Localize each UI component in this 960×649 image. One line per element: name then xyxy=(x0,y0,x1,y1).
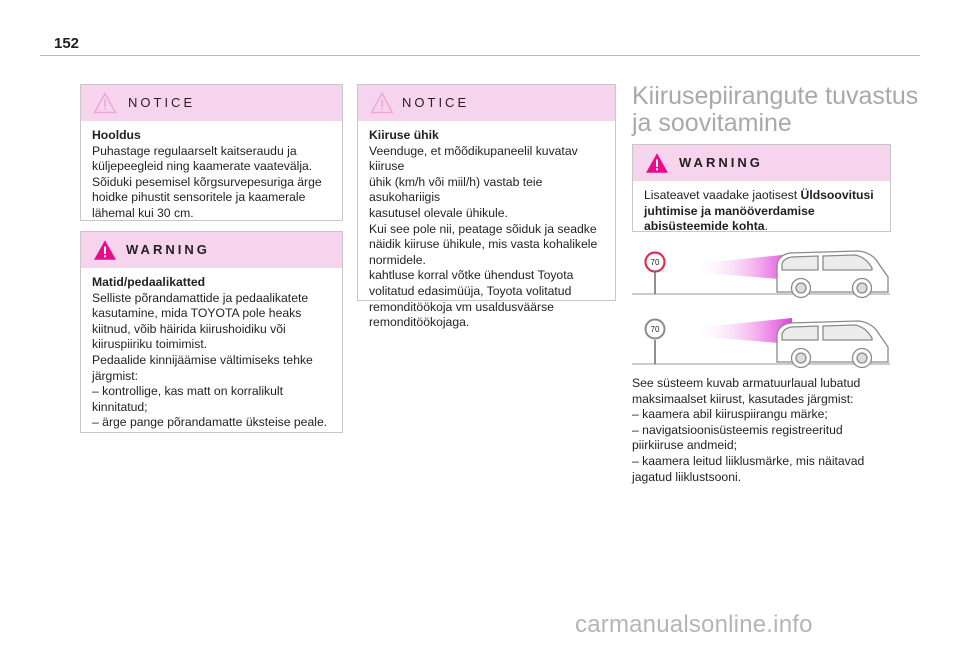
notice-header xyxy=(81,85,342,121)
text-line: näidik kiiruse ühikule, mis vasta kohalikele xyxy=(369,237,598,252)
warning-triangle-icon xyxy=(93,239,117,261)
notice-left-body xyxy=(81,121,342,222)
cross-reference-2: juhtimise ja manööverdamise xyxy=(644,203,815,218)
description-line: – kaamera leitud liiklusmärke, mis näitavad xyxy=(632,453,865,468)
speed-sign-label: 70 xyxy=(650,258,660,267)
description-line: See süsteem kuvab armatuurlaual lubatud xyxy=(632,376,861,390)
warning-left-body xyxy=(81,268,342,431)
text-line: – ärge pange põrandamatte üksteise peale. xyxy=(92,415,328,430)
notice-title: NOTICE xyxy=(402,95,470,110)
caution-triangle-icon xyxy=(93,92,117,114)
text-line: Kui see pole nii, peatage sõiduk ja seadke xyxy=(369,221,597,236)
text-line: lähemal kui 30 cm. xyxy=(92,205,194,220)
subheading: Kiiruse ühik xyxy=(369,128,439,142)
text-line: Selliste põrandamattide ja pedaalikatete xyxy=(92,290,309,305)
description-line: piirkiiruse andmeid; xyxy=(632,438,737,453)
text-line: – kontrollige, kas matt on korralikult xyxy=(92,384,284,399)
car-icon xyxy=(777,321,888,368)
warning-box-left xyxy=(80,231,343,433)
notice-box-left xyxy=(80,84,343,221)
text-line: kasutusel olevale ühikule. xyxy=(369,205,508,220)
notice-middle-body xyxy=(358,121,615,331)
text-line: kiiruspiiriku toimimist. xyxy=(92,337,208,352)
caution-triangle-icon xyxy=(370,92,394,114)
subheading: Matid/pedaalikatted xyxy=(92,275,206,289)
text-line: hoidke pihustit sensoritele ja kaamerale xyxy=(92,190,306,205)
description-line: – kaamera abil kiiruspiirangu märke; xyxy=(632,407,828,422)
header-divider xyxy=(40,55,920,56)
page-number: 152 xyxy=(54,35,80,52)
text-line: Veenduge, et mõõdikupaneelil kuvatav kiiruse xyxy=(369,143,578,174)
speed-sign-label: 70 xyxy=(650,325,660,334)
illustration-camera-sign-2 xyxy=(632,312,890,372)
text-line: kasutamine, mida TOYOTA pole heaks xyxy=(92,306,302,321)
text-line: küljepeegleid ning kaamerate vaatevälja. xyxy=(92,159,313,174)
warning-header xyxy=(633,145,890,181)
text-line: normidele. xyxy=(369,252,426,267)
car-icon xyxy=(777,251,888,298)
warning-right-body xyxy=(633,181,890,235)
subheading: Hooldus xyxy=(92,128,141,142)
illustration-camera-sign xyxy=(632,242,890,302)
section-title xyxy=(632,83,918,137)
notice-header xyxy=(358,85,615,121)
text-line: järgmist: xyxy=(92,368,139,383)
text-line: Pedaalide kinnijäämise vältimiseks tehke xyxy=(92,352,313,367)
description-text xyxy=(632,376,892,485)
notice-box-middle xyxy=(357,84,616,330)
warning-header xyxy=(81,232,342,268)
warning-text-end: . xyxy=(764,219,768,234)
text-line: ühik (km/h või miil/h) vastab teie asukohariigis xyxy=(369,174,543,205)
description-line: – navigatsioonisüsteemis registreeritud xyxy=(632,422,843,437)
warning-box-right xyxy=(632,144,891,232)
text-line: kiitnud, võib häirida kiirushoidiku või xyxy=(92,321,286,336)
warning-title: WARNING xyxy=(126,242,210,257)
watermark: carmanualsonline.info xyxy=(575,611,813,638)
warning-triangle-icon xyxy=(645,152,669,174)
warning-text: Lisateavet vaadake jaotisest xyxy=(644,188,801,202)
notice-title: NOTICE xyxy=(128,95,196,110)
text-line: volitatud edasimüüja, Toyota volitatud xyxy=(369,283,572,298)
text-line: kahtluse korral võtke ühendust Toyota xyxy=(369,268,574,283)
section-title-line-2: ja soovitamine xyxy=(632,109,792,137)
description-line: jagatud liiklustsooni. xyxy=(632,469,742,484)
text-line: remonditöökoja vm usaldusväärse xyxy=(369,299,554,314)
text-line: Sõiduki pesemisel kõrgsurvepesuriga ärge xyxy=(92,174,322,189)
warning-title: WARNING xyxy=(679,155,763,170)
text-line: kinnitatud; xyxy=(92,399,148,414)
text-line: Puhastage regulaarselt kaitseraudu ja xyxy=(92,143,297,158)
text-line: remonditöökojaga. xyxy=(369,315,470,330)
cross-reference-3: abisüsteemide kohta xyxy=(644,219,765,234)
description-line: maksimaalset kiirust, kasutades järgmist: xyxy=(632,391,854,406)
section-title-line-1: Kiirusepiirangute tuvastus xyxy=(632,82,919,110)
cross-reference-1: Üldsoovitusi xyxy=(800,188,874,202)
